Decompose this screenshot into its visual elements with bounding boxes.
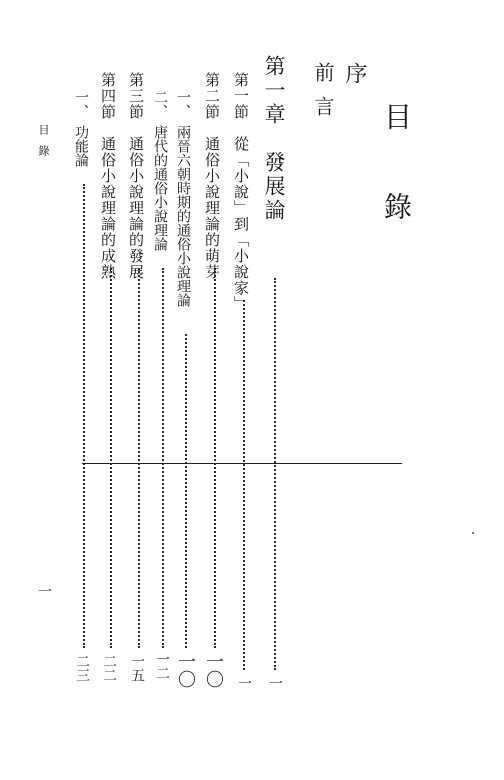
leader-dots	[274, 278, 276, 670]
toc-title-char-1: 目	[380, 102, 413, 130]
leader-dots	[243, 300, 245, 670]
toc-title-char-2: 錄	[380, 192, 413, 220]
leader-dots	[214, 268, 216, 648]
toc-entry-section-1-4[interactable]: 第四節 通俗小說理論的成熟	[99, 72, 117, 280]
toc-entry-preface[interactable]: 序	[342, 62, 367, 84]
page-number: 一	[236, 676, 252, 690]
toc-entry-subsection-2[interactable]: 二、 唐代的通俗小說理論	[152, 90, 168, 251]
leader-dots	[185, 334, 187, 648]
page-number: 一二	[154, 652, 170, 680]
leader-dots	[138, 268, 140, 648]
toc-entry-chapter-1[interactable]: 第一章 發展論	[262, 55, 286, 223]
scan-speck	[472, 532, 474, 534]
page-number: 一	[267, 676, 283, 690]
margin-running-header: 目錄	[37, 124, 50, 166]
page-number: 一〇	[175, 652, 196, 688]
leader-dots	[83, 184, 85, 648]
page-number: 二二	[101, 654, 117, 682]
page-number: 二三	[74, 654, 90, 682]
page-number: 一〇	[203, 652, 224, 688]
toc-entry-section-1-1[interactable]: 第一節 從「小說」到「小說家」	[232, 72, 250, 312]
toc-entry-section-1-2[interactable]: 第二節 通俗小說理論的萌芽	[203, 72, 221, 280]
toc-entry-foreword[interactable]: 前言	[311, 62, 335, 130]
toc-entry-subsection-3[interactable]: 一、 功能論	[73, 90, 89, 167]
leader-dots	[162, 268, 164, 648]
margin-folio: 一	[36, 584, 52, 598]
divider-rule	[82, 463, 402, 464]
toc-entry-subsection-1[interactable]: 一、 兩晉六朝時期的通俗小說理論	[175, 90, 191, 307]
toc-entry-section-1-3[interactable]: 第三節 通俗小說理論的發展	[127, 72, 145, 280]
page-number: 一五	[129, 654, 145, 682]
leader-dots	[110, 268, 112, 648]
